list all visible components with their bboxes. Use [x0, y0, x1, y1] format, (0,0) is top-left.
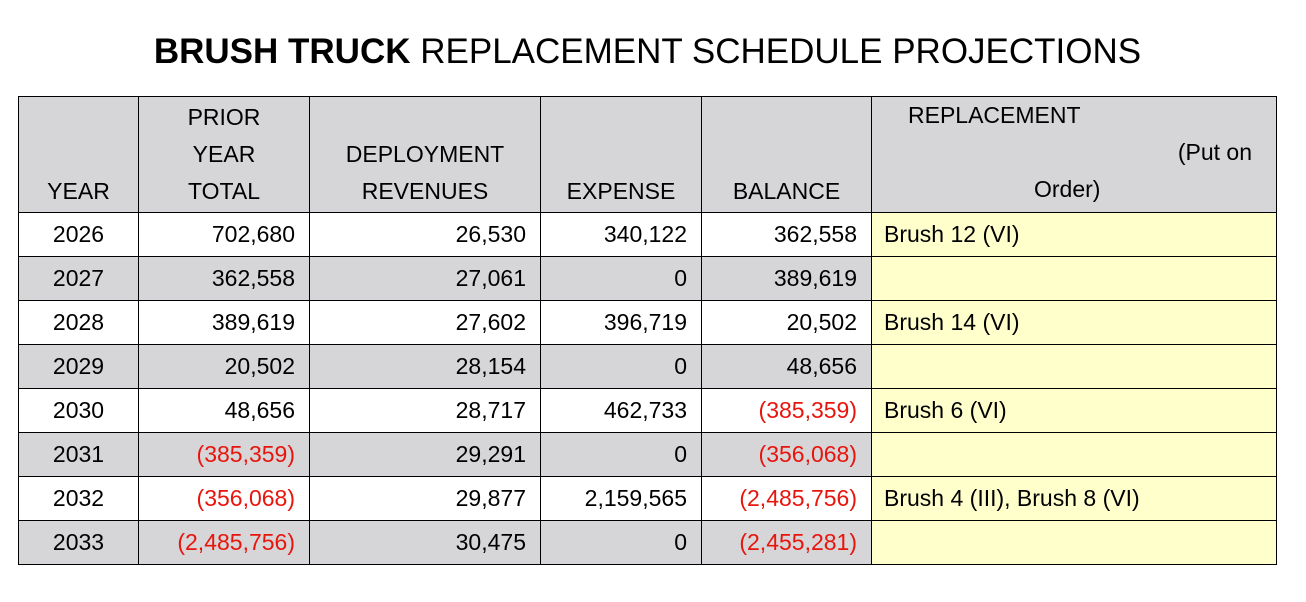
cell-balance: (356,068)	[702, 433, 872, 477]
cell-replacement	[872, 257, 1277, 301]
table-row	[19, 521, 1277, 565]
cell-expense: 462,733	[541, 389, 702, 433]
cell-prior-year-total: 48,656	[139, 389, 310, 433]
header-expense: EXPENSE	[541, 97, 702, 213]
title-bold-part: BRUSH TRUCK	[153, 32, 411, 71]
cell-prior-year-total: (385,359)	[139, 433, 310, 477]
cell-balance: 389,619	[702, 257, 872, 301]
cell-balance: (2,455,281)	[702, 521, 872, 565]
cell-year: 2026	[19, 213, 139, 257]
header-replacement: REPLACEMENT (Put on Order)	[872, 97, 1277, 213]
cell-prior-year-total: (356,068)	[139, 477, 310, 521]
cell-deployment-revenues: 29,877	[310, 477, 541, 521]
cell-replacement	[872, 433, 1277, 477]
cell-deployment-revenues: 27,061	[310, 257, 541, 301]
cell-balance: (2,485,756)	[702, 477, 872, 521]
cell-replacement	[872, 521, 1277, 565]
schedule-table	[18, 96, 1277, 565]
cell-deployment-revenues: 28,154	[310, 345, 541, 389]
title-rest: REPLACEMENT SCHEDULE PROJECTIONS	[410, 32, 1142, 71]
page-title	[0, 30, 1295, 74]
cell-year: 2028	[19, 301, 139, 345]
cell-deployment-revenues: 30,475	[310, 521, 541, 565]
cell-prior-year-total: 702,680	[139, 213, 310, 257]
cell-prior-year-total: 362,558	[139, 257, 310, 301]
cell-year: 2027	[19, 257, 139, 301]
cell-prior-year-total: (2,485,756)	[139, 521, 310, 565]
cell-balance: (385,359)	[702, 389, 872, 433]
table-row	[19, 213, 1277, 257]
header-row	[19, 97, 1277, 213]
cell-deployment-revenues: 27,602	[310, 301, 541, 345]
cell-balance: 362,558	[702, 213, 872, 257]
table-row	[19, 345, 1277, 389]
cell-year: 2029	[19, 345, 139, 389]
table-row	[19, 433, 1277, 477]
cell-deployment-revenues: 26,530	[310, 213, 541, 257]
cell-year: 2033	[19, 521, 139, 565]
header-balance: BALANCE	[702, 97, 872, 213]
cell-replacement: Brush 6 (VI)	[872, 389, 1277, 433]
cell-deployment-revenues: 28,717	[310, 389, 541, 433]
cell-replacement	[872, 345, 1277, 389]
cell-replacement: Brush 14 (VI)	[872, 301, 1277, 345]
cell-year: 2030	[19, 389, 139, 433]
header-prior-year-total: PRIOR YEAR TOTAL	[139, 97, 310, 213]
cell-expense: 396,719	[541, 301, 702, 345]
cell-balance: 20,502	[702, 301, 872, 345]
header-deployment-revenues: DEPLOYMENT REVENUES	[310, 97, 541, 213]
cell-deployment-revenues: 29,291	[310, 433, 541, 477]
cell-year: 2031	[19, 433, 139, 477]
cell-expense: 0	[541, 257, 702, 301]
cell-expense: 0	[541, 345, 702, 389]
cell-expense: 0	[541, 521, 702, 565]
table-row	[19, 389, 1277, 433]
table-row	[19, 477, 1277, 521]
cell-replacement: Brush 4 (III), Brush 8 (VI)	[872, 477, 1277, 521]
cell-replacement: Brush 12 (VI)	[872, 213, 1277, 257]
cell-expense: 0	[541, 433, 702, 477]
header-year: YEAR	[19, 97, 139, 213]
cell-prior-year-total: 20,502	[139, 345, 310, 389]
table-row	[19, 301, 1277, 345]
cell-expense: 340,122	[541, 213, 702, 257]
cell-year: 2032	[19, 477, 139, 521]
cell-expense: 2,159,565	[541, 477, 702, 521]
cell-balance: 48,656	[702, 345, 872, 389]
cell-prior-year-total: 389,619	[139, 301, 310, 345]
table-row	[19, 257, 1277, 301]
